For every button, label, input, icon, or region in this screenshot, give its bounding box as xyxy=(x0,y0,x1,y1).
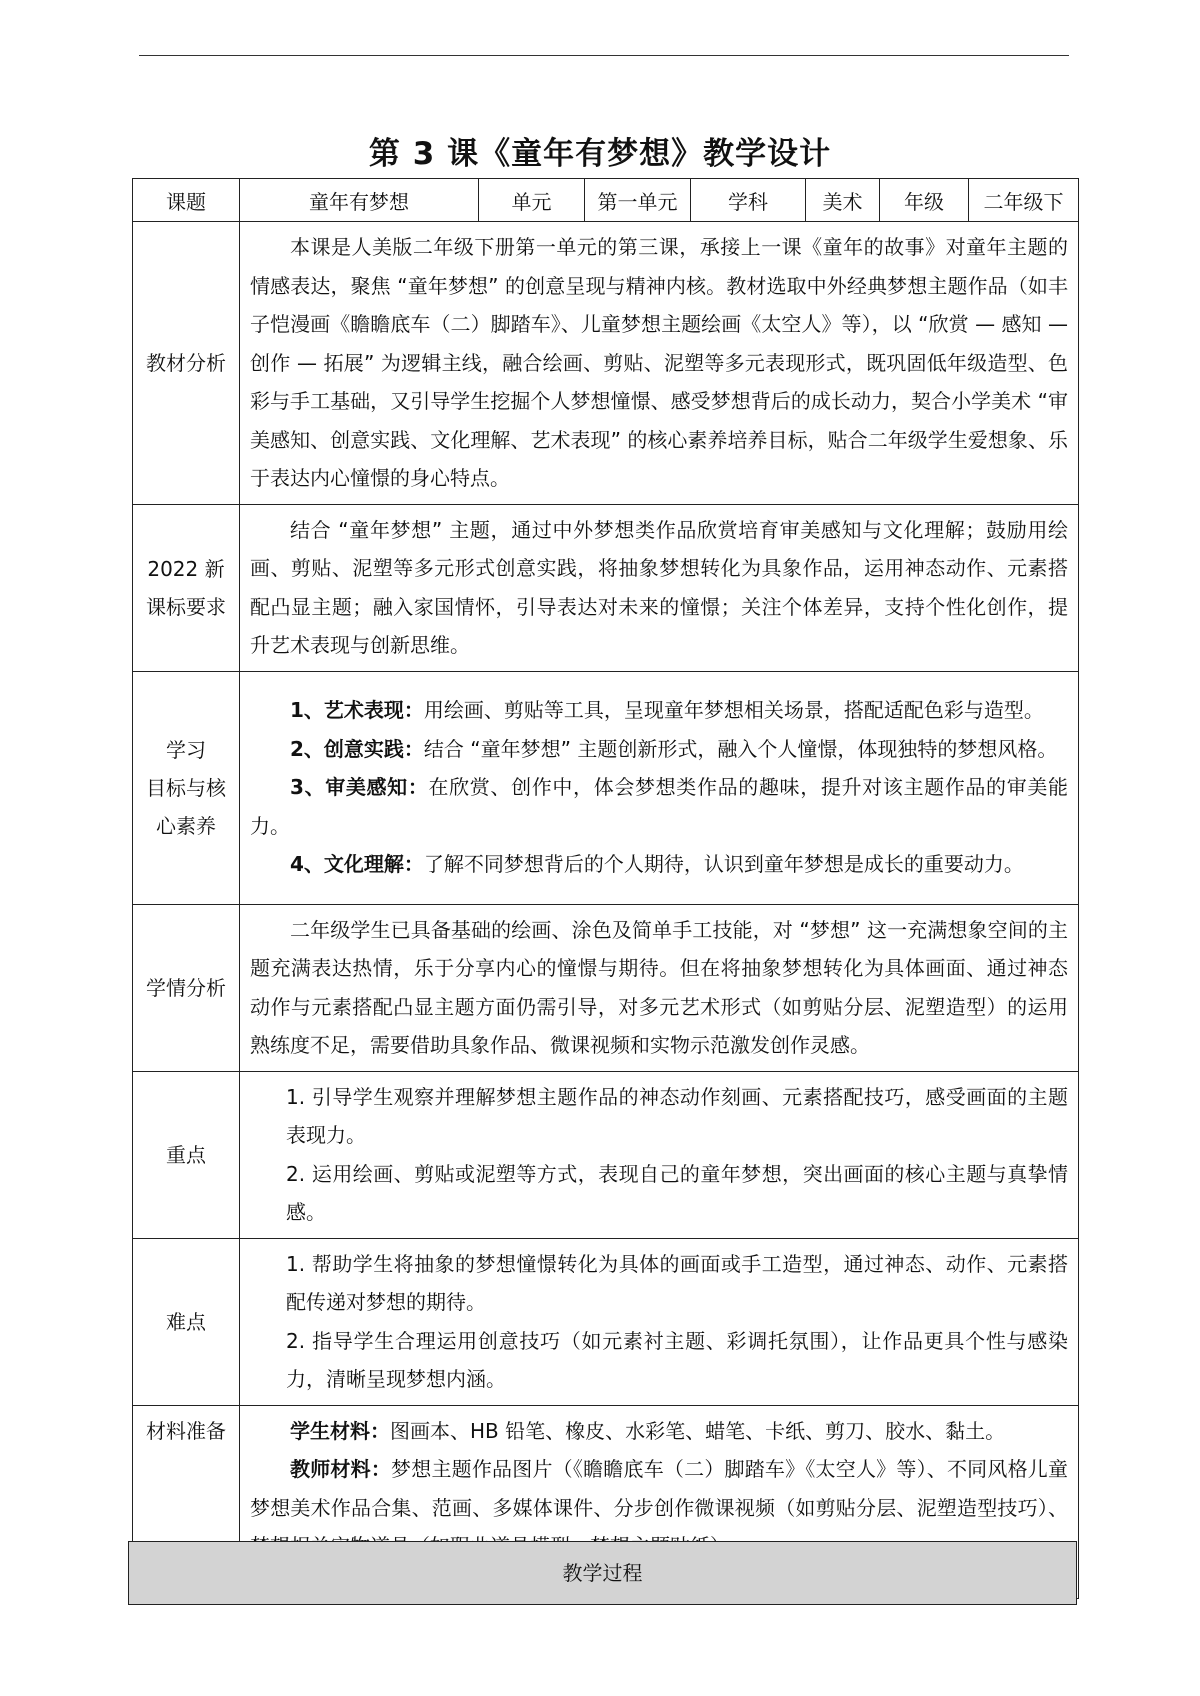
goals-label-line1: 学习 xyxy=(166,737,206,762)
goals-label-line3: 心素养 xyxy=(156,813,216,838)
page-title: 第 3 课《童年有梦想》教学设计 xyxy=(368,136,832,172)
goal-item-text: 结合 “童年梦想” 主题创新形式，融入个人憧憬，体现独特的梦想风格。 xyxy=(423,736,1058,761)
students-label: 学情分析 xyxy=(133,904,240,1071)
student-materials-head: 学生材料： xyxy=(290,1418,390,1443)
key-point-item: 1. 引导学生观察并理解梦想主题作品的神态动作刻画、元素搭配技巧，感受画面的主题表现力。 xyxy=(286,1084,1068,1147)
analysis-text: 本课是人美版二年级下册第一单元的第三课，承接上一课《童年的故事》对童年主题的情感表达，聚焦 “童年梦想” 的创意呈现与精神内核。教材选取中外经典梦想主题作品（如丰子恺漫画《瞻瞻底车（二）脚踏车》、儿童梦想主题绘画《太空人》等），以 “欣赏 — 感知 — 创作 — 拓展” 为逻辑主线，融合绘画、剪贴、泥塑等多元表现形式，既巩固低年级造型、色彩与手工基础，又引导学生挖掘个人梦想憧憬、感受梦想背后的成长动力，契合小学美术 “审美感知、创意实践、文化理解、艺术表现” 的核心素养培养目标，贴合二年级学生爱想象、乐于表达内心憧憬的身心特点。 xyxy=(250,235,1068,490)
goal-item-text: 在欣赏、创作中，体会梦想类作品的趣味，提升对该主题作品的审美能力。 xyxy=(250,775,1069,838)
difficulty-item: 1. 帮助学生将抽象的梦想憧憬转化为具体的画面或手工造型，通过神态、动作、元素搭配传递对梦想的期待。 xyxy=(286,1251,1068,1314)
teacher-materials-text: 梦想主题作品图片（《瞻瞻底车（二）脚踏车》《太空人》等）、不同风格儿童梦想美术作品合集、范画、多媒体课件、分步创作微课视频（如剪贴分层、泥塑造型技巧）、 xyxy=(250,1457,1069,1520)
standard-label xyxy=(133,504,240,671)
standard-label-line2: 课标要求 xyxy=(146,594,226,619)
goal-item xyxy=(250,845,1068,884)
key-points-label: 重点 xyxy=(133,1071,240,1238)
students-text: 二年级学生已具备基础的绘画、涂色及简单手工技能，对 “梦想” 这一充满想象空间的主题充满表达热情，乐于分享内心的憧憬与期待。但在将抽象梦想转化为具体画面、通过神态动作与元素搭配凸显主题方面仍需引导，对多元艺术形式（如剪贴分层、泥塑造型）的运用熟练度不足，需要借助具象作品、微课视频和实物示范激发创作灵感。 xyxy=(250,917,1068,1057)
goal-item-head: 2、创意实践： xyxy=(290,736,424,761)
key-point-item: 2. 运用绘画、剪贴或泥塑等方式，表现自己的童年梦想，突出画面的核心主题与真挚情感。 xyxy=(286,1161,1068,1224)
goals-row xyxy=(133,671,1079,904)
analysis-label: 教材分析 xyxy=(133,222,240,505)
goal-item xyxy=(250,691,1068,730)
unit-value: 第一单元 xyxy=(585,179,691,222)
key-points-row xyxy=(133,1071,1079,1238)
difficulty-item: 2. 指导学生合理运用创意技巧（如元素衬主题、彩调托氛围），让作品更具个性与感染力，清晰呈现梦想内涵。 xyxy=(286,1328,1068,1391)
standard-text: 结合 “童年梦想” 主题，通过中外梦想类作品欣赏培育审美感知与文化理解；鼓励用绘画、剪贴、泥塑等多元形式创意实践，将抽象梦想转化为具象作品，运用神态动作、元素搭配凸显主题；融入家国情怀，引导表达对未来的憧憬；关注个体差异，支持个性化创作，提升艺术表现与创新思维。 xyxy=(250,517,1068,657)
difficulties-content xyxy=(240,1238,1079,1405)
standard-label-line1: 2022 新 xyxy=(147,556,225,581)
goal-item xyxy=(250,730,1068,769)
unit-label: 单元 xyxy=(479,179,585,222)
student-materials-text: 图画本、HB 铅笔、橡皮、水彩笔、蜡笔、卡纸、剪刀、胶水、黏土。 xyxy=(390,1418,1006,1443)
grade-label: 年级 xyxy=(880,179,969,222)
goal-item-text: 用绘画、剪贴等工具，呈现童年梦想相关场景，搭配适配色彩与造型。 xyxy=(423,698,1044,723)
goals-label-line2: 目标与核 xyxy=(146,775,226,800)
goal-item-text: 了解不同梦想背后的个人期待，认识到童年梦想是成长的重要动力。 xyxy=(423,852,1024,877)
teaching-process-bar: 教学过程 xyxy=(128,1541,1077,1605)
grade-value: 二年级下 xyxy=(969,179,1079,222)
student-materials xyxy=(250,1412,1068,1451)
students-row xyxy=(133,904,1079,1071)
header-row xyxy=(133,179,1079,222)
key-points-content xyxy=(240,1071,1079,1238)
goal-item-head: 1、艺术表现： xyxy=(290,698,424,723)
subject-label: 学科 xyxy=(691,179,806,222)
difficulties-label: 难点 xyxy=(133,1238,240,1405)
subject-value: 美术 xyxy=(806,179,880,222)
goals-content xyxy=(240,671,1079,904)
difficulties-row xyxy=(133,1238,1079,1405)
topic-label: 课题 xyxy=(133,179,240,222)
students-content xyxy=(240,904,1079,1071)
standard-row xyxy=(133,504,1079,671)
goal-item-head: 4、文化理解： xyxy=(290,852,424,877)
analysis-content xyxy=(240,222,1079,505)
standard-content xyxy=(240,504,1079,671)
analysis-row xyxy=(133,222,1079,505)
topic-value: 童年有梦想 xyxy=(240,179,479,222)
goal-item-head: 3、审美感知： xyxy=(290,775,429,800)
teacher-materials-head: 教师材料： xyxy=(290,1457,392,1481)
goals-label xyxy=(133,671,240,904)
goal-item xyxy=(250,768,1068,845)
materials-label: 材料准备 xyxy=(133,1405,240,1598)
header-rule xyxy=(139,55,1069,56)
lesson-plan-table xyxy=(132,178,1079,1599)
